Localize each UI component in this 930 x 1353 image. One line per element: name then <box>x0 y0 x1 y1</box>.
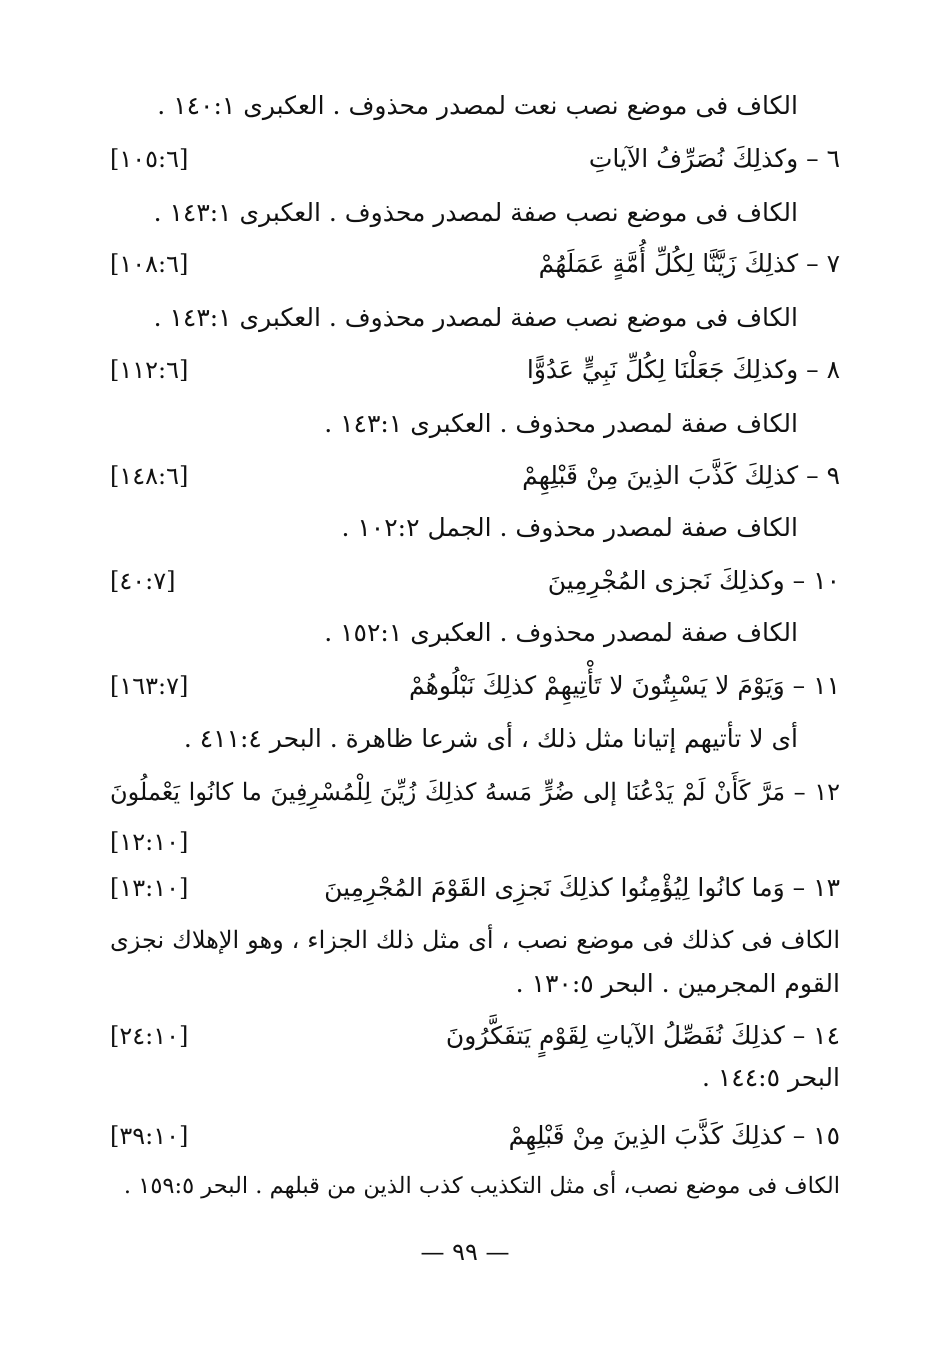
verse-text: ١٢ – مَرَّ كَأَنْ لَمْ يَدْعُنَا إلى ضُرٍّ مَسهُ كذلِكَ زُيِّنَ لِلْمُسْرِفِينَ ما كانُوا يَعْملُونَ <box>110 778 840 806</box>
note-text: القوم المجرمين . البحر ١٣٠:٥ . <box>515 969 840 998</box>
verse-reference: [١٣:١٠] <box>110 874 189 902</box>
verse-text: ١٥ – كذلِكَ كَذَّبَ الذِينَ مِنْ قَبْلِهِمْ <box>508 1121 840 1150</box>
note-line <box>110 719 840 759</box>
verse-text: ١١ – وَيَوْمَ لا يَسْبِتُونَ لا تَأْتِيهِمْ كذلِكَ نَبْلُوهُمْ <box>409 671 840 700</box>
note-line <box>110 1058 840 1098</box>
note-text: الكاف صفة لمصدر محذوف . العكبرى ١٥٢:١ . <box>324 618 798 647</box>
note-text: الكاف فى موضع نصب نعت لمصدر محذوف . العكبرى ١٤٠:١ . <box>157 91 798 120</box>
verse-text: ١٣ – وَما كانُوا لِيُؤْمِنُوا كذلِكَ نَجزِى القَوْمَ المُجْرِمِينَ <box>324 873 840 902</box>
note-line <box>110 298 840 338</box>
note-line <box>110 193 840 233</box>
verse-line <box>110 244 840 284</box>
note-line <box>110 86 840 126</box>
note-text: الكاف فى كذلك فى موضع نصب ، أى مثل ذلك الجزاء ، وهو الإهلاك نجزى <box>110 926 840 954</box>
verse-line <box>110 772 840 812</box>
verse-line <box>110 1116 840 1156</box>
verse-text: ٨ – وكذلِكَ جَعَلْنَا لِكُلِّ نَبِيٍّ عَدُوًّا <box>526 355 840 384</box>
verse-line <box>110 666 840 706</box>
verse-line <box>110 350 840 390</box>
note-text: الكاف فى موضع نصب صفة لمصدر محذوف . العكبرى ١٤٣:١ . <box>153 198 798 227</box>
verse-reference: [١١٢:٦] <box>110 356 189 384</box>
verse-line <box>110 456 840 496</box>
note-text: البحر ١٤٤:٥ . <box>701 1063 840 1092</box>
note-line <box>110 404 840 444</box>
note-line <box>110 508 840 548</box>
note-text: الكاف فى موضع نصب صفة لمصدر محذوف . العكبرى ١٤٣:١ . <box>153 303 798 332</box>
verse-reference: [١٤٨:٦] <box>110 462 189 490</box>
verse-text: ١٤ – كذلِكَ نُفَصِّلُ الآياتِ لِقَوْمٍ يَتفَكَّرُونَ <box>445 1021 840 1050</box>
verse-text: ١٠ – وكذلِكَ نَجزى المُجْرِمِينَ <box>547 566 840 595</box>
note-line <box>110 920 840 960</box>
note-line <box>110 613 840 653</box>
note-line <box>110 964 840 1004</box>
verse-reference: [٣٩:١٠] <box>110 1122 189 1150</box>
verse-reference: [١٠٥:٦] <box>110 145 189 173</box>
note-text: أى لا تأتيهم إتيانا مثل ذلك ، أى شرعا ظاهرة . البحر ٤١١:٤ . <box>183 724 798 753</box>
verse-reference: [٢٤:١٠] <box>110 1022 189 1050</box>
verse-line <box>110 868 840 908</box>
verse-text: ٧ – كذلِكَ زَيَّنَّا لِكُلِّ أُمَّةٍ عَمَلَهُمْ <box>538 249 840 278</box>
verse-line <box>110 561 840 601</box>
verse-reference: [١٠٨:٦] <box>110 250 189 278</box>
note-text: الكاف صفة لمصدر محذوف . الجمل ١٠٢:٢ . <box>341 513 798 542</box>
note-text: الكاف فى موضع نصب، أى مثل التكذيب كذب الذين من قبلهم . البحر ١٥٩:٥ . <box>123 1173 840 1199</box>
verse-text: ٦ – وكذلِكَ نُصَرِّفُ الآياتِ <box>588 144 840 173</box>
verse-line <box>110 139 840 179</box>
note-text: الكاف صفة لمصدر محذوف . العكبرى ١٤٣:١ . <box>324 409 798 438</box>
verse-reference: [١٦٣:٧] <box>110 672 189 700</box>
page-number: — ٩٩ — <box>420 1238 510 1266</box>
verse-reference: [٤٠:٧] <box>110 567 176 595</box>
verse-line <box>110 1016 840 1056</box>
verse-reference: [١٢:١٠] <box>110 828 189 856</box>
verse-text: ٩ – كذلِكَ كَذَّبَ الذِينَ مِنْ قَبْلِهِمْ <box>522 461 840 490</box>
note-line <box>110 1166 840 1206</box>
